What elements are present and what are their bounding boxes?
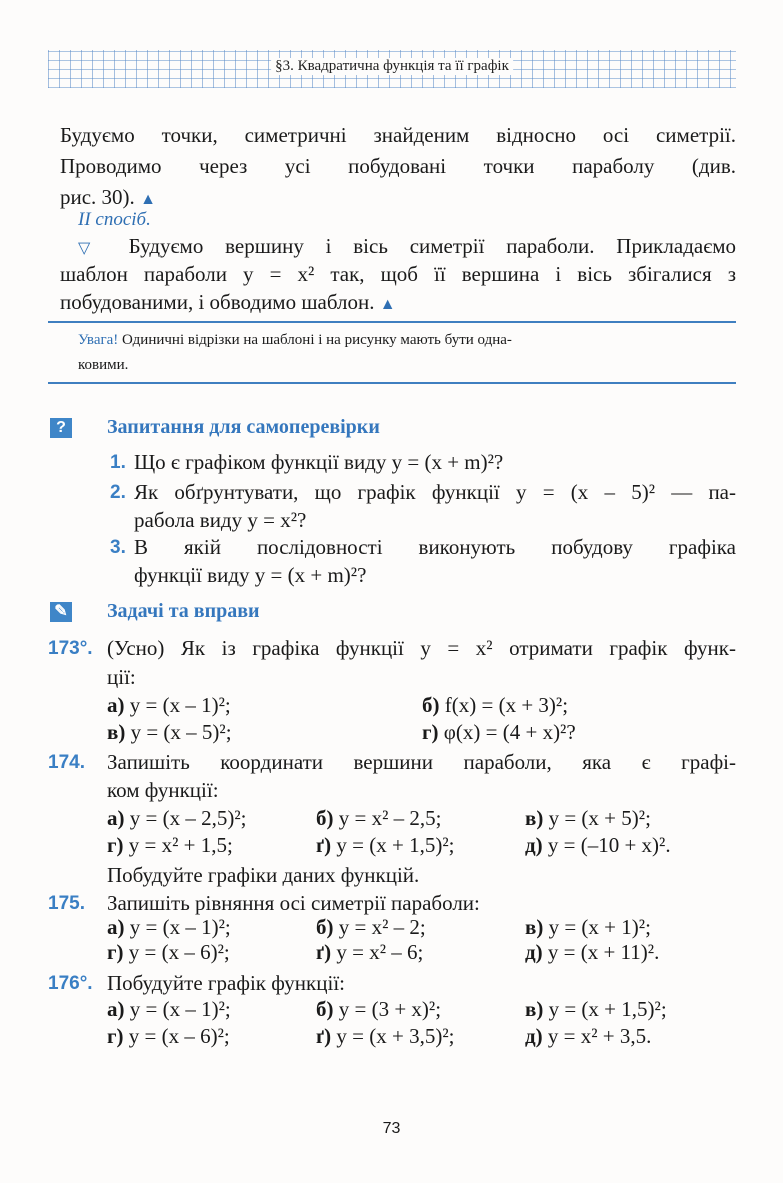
formula: y = (–10 + x)².	[547, 833, 671, 857]
question-text: В якій послідовності виконують побудову графіка	[134, 535, 736, 559]
exercise-part	[107, 720, 232, 745]
part-label: д)	[525, 1024, 543, 1048]
exercise-text: Побудуйте графіки даних функцій.	[107, 863, 420, 887]
text-line: шаблон параболи y = x² так, щоб її вершина і вісь збігалися з	[60, 262, 736, 286]
question-number: 2.	[110, 482, 126, 503]
part-label: ґ)	[316, 1024, 332, 1048]
formula: y = (x + 1,5)²;	[548, 997, 667, 1021]
exercise-part	[422, 693, 568, 718]
page-number: 73	[382, 1120, 401, 1137]
part-label: а)	[107, 915, 125, 939]
part-label: г)	[107, 1024, 124, 1048]
part-label: в)	[525, 915, 544, 939]
exercise-part	[525, 1024, 651, 1049]
text: рис. 30).	[60, 185, 135, 209]
text-line: Проводимо через усі побудовані точки параболу (див.	[60, 154, 736, 178]
part-label: б)	[316, 997, 334, 1021]
part-label: б)	[316, 915, 334, 939]
exercise-part	[107, 833, 233, 858]
part-label: в)	[525, 997, 544, 1021]
question-number: 3.	[110, 537, 126, 558]
formula: y = (x + 1)²;	[548, 915, 651, 939]
exercise-text: Запишіть рівняння осі симетрії параболи:	[107, 891, 480, 915]
exercise-text: ком функції:	[107, 778, 219, 802]
exercise-part	[316, 1024, 454, 1049]
end-marker-icon: ▲	[379, 296, 396, 313]
text: Будуємо вершину і вісь симетрії параболи. Прикладаємо	[128, 234, 736, 258]
part-label: б)	[316, 806, 334, 830]
exercise-text: ції:	[107, 665, 136, 689]
exercise-part	[316, 833, 454, 858]
exercise-part	[107, 997, 231, 1022]
exercise-text: Запишіть координати вершини параболи, яка є графі-	[107, 750, 736, 774]
exercise-part	[525, 833, 671, 858]
formula: y = (x – 2,5)²;	[129, 806, 247, 830]
part-label: г)	[422, 720, 439, 744]
part-label: д)	[525, 940, 543, 964]
formula: y = x² – 2,5;	[338, 806, 442, 830]
formula: y = (x + 11)².	[547, 940, 660, 964]
section-heading: Запитання для самоперевірки	[107, 416, 380, 438]
part-label: б)	[422, 693, 440, 717]
method-title: II спосіб.	[78, 209, 151, 230]
exercise-part	[316, 997, 441, 1022]
exercise-part	[525, 997, 667, 1022]
exercise-part	[107, 940, 230, 965]
question-text: Як обґрунтувати, що графік функції y = (x – 5)² — па-	[134, 480, 736, 504]
part-label: а)	[107, 693, 125, 717]
exercise-text: Побудуйте графік функції:	[107, 971, 345, 995]
text: побудованими, і обводимо шаблон.	[60, 290, 375, 314]
exercise-part	[525, 915, 651, 940]
exercise-part	[422, 720, 576, 745]
note-label: Увага!	[78, 332, 119, 348]
divider	[48, 321, 736, 323]
exercise-number: 173°.	[48, 638, 93, 659]
formula: y = (x + 1,5)²;	[336, 833, 455, 857]
part-label: а)	[107, 997, 125, 1021]
start-marker-icon: ▽	[78, 240, 107, 257]
question-text: рабола виду y = x²?	[134, 508, 307, 532]
exercise-number: 175.	[48, 893, 85, 914]
text-line	[78, 233, 736, 262]
pencil-icon: ✎	[50, 602, 72, 622]
formula: y = x² – 2;	[338, 915, 426, 939]
exercise-part	[107, 1024, 230, 1049]
formula: y = (x + 3,5)²;	[336, 1024, 455, 1048]
formula: y = (x – 1)²;	[129, 693, 231, 717]
exercise-part	[525, 806, 651, 831]
exercise-part	[316, 940, 423, 965]
question-icon: ?	[50, 418, 72, 438]
text-line	[60, 289, 396, 318]
question-text: Що є графіком функції виду y = (x + m)²?	[134, 450, 504, 474]
exercise-number: 176°.	[48, 973, 93, 994]
formula: y = x² – 6;	[336, 940, 424, 964]
text-line: Будуємо точки, симетричні знайденим відносно осі симетрії.	[60, 123, 736, 147]
divider	[48, 382, 736, 384]
formula: y = x² + 1,5;	[128, 833, 233, 857]
exercise-part	[107, 806, 246, 831]
exercise-number: 174.	[48, 752, 85, 773]
note-text: Одиничні відрізки на шаблоні і на рисунку мають бути одна-	[122, 332, 512, 348]
part-label: в)	[525, 806, 544, 830]
formula: y = (x – 6)²;	[128, 1024, 230, 1048]
part-label: ґ)	[316, 940, 332, 964]
formula: f(x) = (x + 3)²;	[444, 693, 569, 717]
section-heading: Задачі та вправи	[107, 600, 260, 622]
exercise-part	[316, 915, 426, 940]
end-marker-icon: ▲	[140, 191, 156, 208]
formula: y = (x – 1)²;	[129, 915, 231, 939]
formula: y = x² + 3,5.	[547, 1024, 652, 1048]
exercise-part	[107, 915, 231, 940]
formula: y = (x – 6)²;	[128, 940, 230, 964]
note-text: ковими.	[78, 357, 129, 373]
question-text: функції виду y = (x + m)²?	[134, 563, 367, 587]
part-label: в)	[107, 720, 126, 744]
part-label: д)	[525, 833, 543, 857]
formula: φ(x) = (4 + x)²?	[443, 720, 576, 744]
exercise-part	[107, 693, 231, 718]
part-label: г)	[107, 940, 124, 964]
formula: y = (x + 5)²;	[548, 806, 651, 830]
exercise-part	[316, 806, 441, 831]
note	[78, 329, 512, 351]
part-label: г)	[107, 833, 124, 857]
question-number: 1.	[110, 452, 126, 473]
section-header	[48, 50, 736, 88]
exercise-part	[525, 940, 659, 965]
formula: y = (x – 5)²;	[130, 720, 232, 744]
formula: y = (3 + x)²;	[338, 997, 442, 1021]
section-title: §3. Квадратична функція та її графік	[271, 58, 513, 75]
part-label: а)	[107, 806, 125, 830]
exercise-text: (Усно) Як із графіка функції y = x² отримати графік функ-	[107, 636, 736, 660]
formula: y = (x – 1)²;	[129, 997, 231, 1021]
part-label: ґ)	[316, 833, 332, 857]
